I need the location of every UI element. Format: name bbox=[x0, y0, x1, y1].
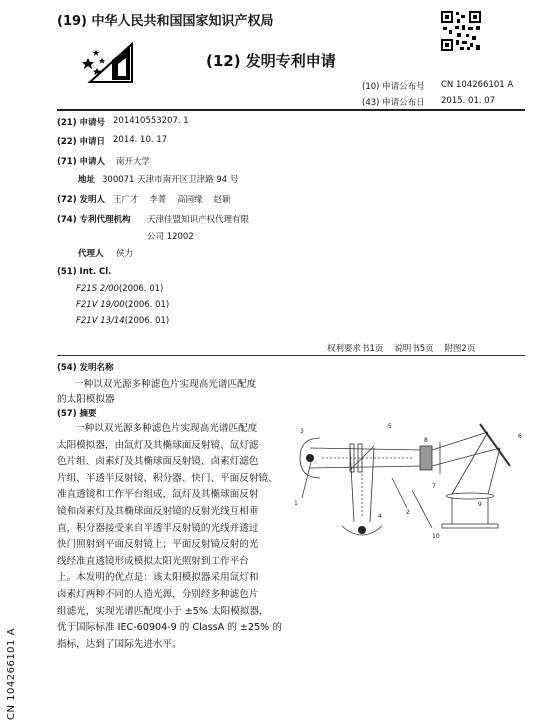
address-label: 地址 bbox=[78, 175, 96, 185]
abstract-line: 优于国际标准 IEC-60904-9 的 ClassA 的 ±25% 的 bbox=[57, 622, 282, 634]
abstract-label: (57) 摘要 bbox=[57, 409, 97, 419]
address: 300071 天津市南开区卫津路 94 号 bbox=[102, 175, 239, 185]
figure-label: 2 bbox=[406, 509, 410, 516]
abstract-line: 镜和卤素灯及其椭球面反射镜的反射光线互相垂 bbox=[57, 505, 259, 517]
application-date-label: (22) 申请日 bbox=[57, 137, 106, 147]
agency-line-1: 天津佳盟知识产权代理有限 bbox=[147, 215, 250, 225]
side-publication-code: CN 104266101 A bbox=[6, 628, 17, 720]
figure-label: 9 bbox=[478, 501, 482, 508]
application-number-label: (21) 申请号 bbox=[57, 118, 106, 128]
publication-number-label: (10) 申请公布号 bbox=[362, 82, 425, 92]
abstract-line: 指标，达到了国际先进水平。 bbox=[57, 638, 182, 650]
abstract-line: 片组、半透半反射镜、积分器、快门、平面反射镜、 bbox=[57, 472, 278, 484]
invention-title-line-2: 的太阳模拟器 bbox=[57, 394, 115, 405]
figure-label: 1 bbox=[294, 500, 298, 507]
application-date: 2014. 10. 17 bbox=[113, 135, 168, 145]
abstract-line: 直，积分器接受来自半透半反射镜的光线并透过 bbox=[57, 522, 259, 534]
applicant: 南开大学 bbox=[116, 157, 151, 167]
ipc-entry: F21S 2/00(2006. 01) bbox=[76, 284, 164, 294]
office-name: (19) 中华人民共和国国家知识产权局 bbox=[57, 14, 274, 29]
publication-number: CN 104266101 A bbox=[441, 80, 514, 90]
agent-label: 代理人 bbox=[78, 249, 104, 259]
solar-simulator-figure bbox=[292, 418, 522, 548]
publication-date-label: (43) 申请公布日 bbox=[362, 98, 425, 108]
figure-label: 6 bbox=[518, 433, 522, 440]
document-type-title: (12) 发明专利申请 bbox=[206, 52, 336, 70]
figure-label: 7 bbox=[432, 483, 436, 490]
invention-title-line-1: 一种以双光源多种滤色片实现高光谱匹配度 bbox=[74, 379, 257, 390]
abstract-line: 准直透镜和工作平台组成，氙灯及其椭球面反射 bbox=[57, 489, 259, 501]
abstract-line: 卤素灯两种不同的人造光源，分别经多种滤色片 bbox=[57, 588, 259, 600]
abstract-line: 色片组、卤素灯及其椭球面反射镜、卤素灯滤色 bbox=[57, 456, 259, 468]
qr-code-icon bbox=[440, 10, 482, 52]
abstract-line: 组滤光，实现光谱匹配度小于 ±5% 太阳模拟器， bbox=[57, 605, 269, 617]
ipc-label: (51) Int. Cl. bbox=[57, 267, 112, 277]
abstract-line: 上。本发明的优点是：该太阳模拟器采用氙灯和 bbox=[57, 572, 259, 584]
ipc-entry: F21V 19/00(2006. 01) bbox=[76, 300, 170, 310]
agency-label: (74) 专利代理机构 bbox=[57, 215, 131, 225]
ipc-entry: F21V 13/14(2006. 01) bbox=[76, 316, 170, 326]
abstract-line: 快门照射到平面反射镜上；平面反射镜反射的光 bbox=[57, 539, 259, 551]
figure-label: 10 bbox=[432, 533, 440, 540]
figure-label: 4 bbox=[378, 513, 382, 520]
header-divider bbox=[57, 109, 525, 111]
application-number: 201410553207. 1 bbox=[113, 116, 189, 126]
cnipa-logo-icon bbox=[82, 38, 136, 88]
abstract-line: 一种以双光源多种滤色片实现高光谱匹配度 bbox=[75, 423, 258, 434]
abstract-text bbox=[57, 421, 282, 653]
applicant-label: (71) 申请人 bbox=[57, 157, 106, 167]
abstract-line: 线经准直透镜形成模拟太阳光照射到工作平台 bbox=[57, 555, 249, 567]
figure-label: 8 bbox=[424, 437, 428, 444]
figure-label: 5 bbox=[388, 423, 392, 430]
abstract-line: 太阳模拟器，由氙灯及其椭球面反射镜、氙灯滤 bbox=[57, 439, 259, 451]
inventors: 王广才 李菁 高园缘 赵颖 bbox=[113, 195, 231, 205]
agency-line-2: 公司 12002 bbox=[147, 232, 194, 242]
invention-title-label: (54) 发明名称 bbox=[57, 363, 114, 373]
biblio-divider bbox=[57, 355, 525, 356]
figure-label: 3 bbox=[300, 428, 304, 435]
publication-date: 2015. 01. 07 bbox=[441, 96, 496, 106]
page-counts: 权利要求书1页 说明书5页 附图2页 bbox=[327, 344, 476, 354]
inventors-label: (72) 发明人 bbox=[57, 195, 106, 205]
agent: 侯力 bbox=[116, 249, 134, 259]
